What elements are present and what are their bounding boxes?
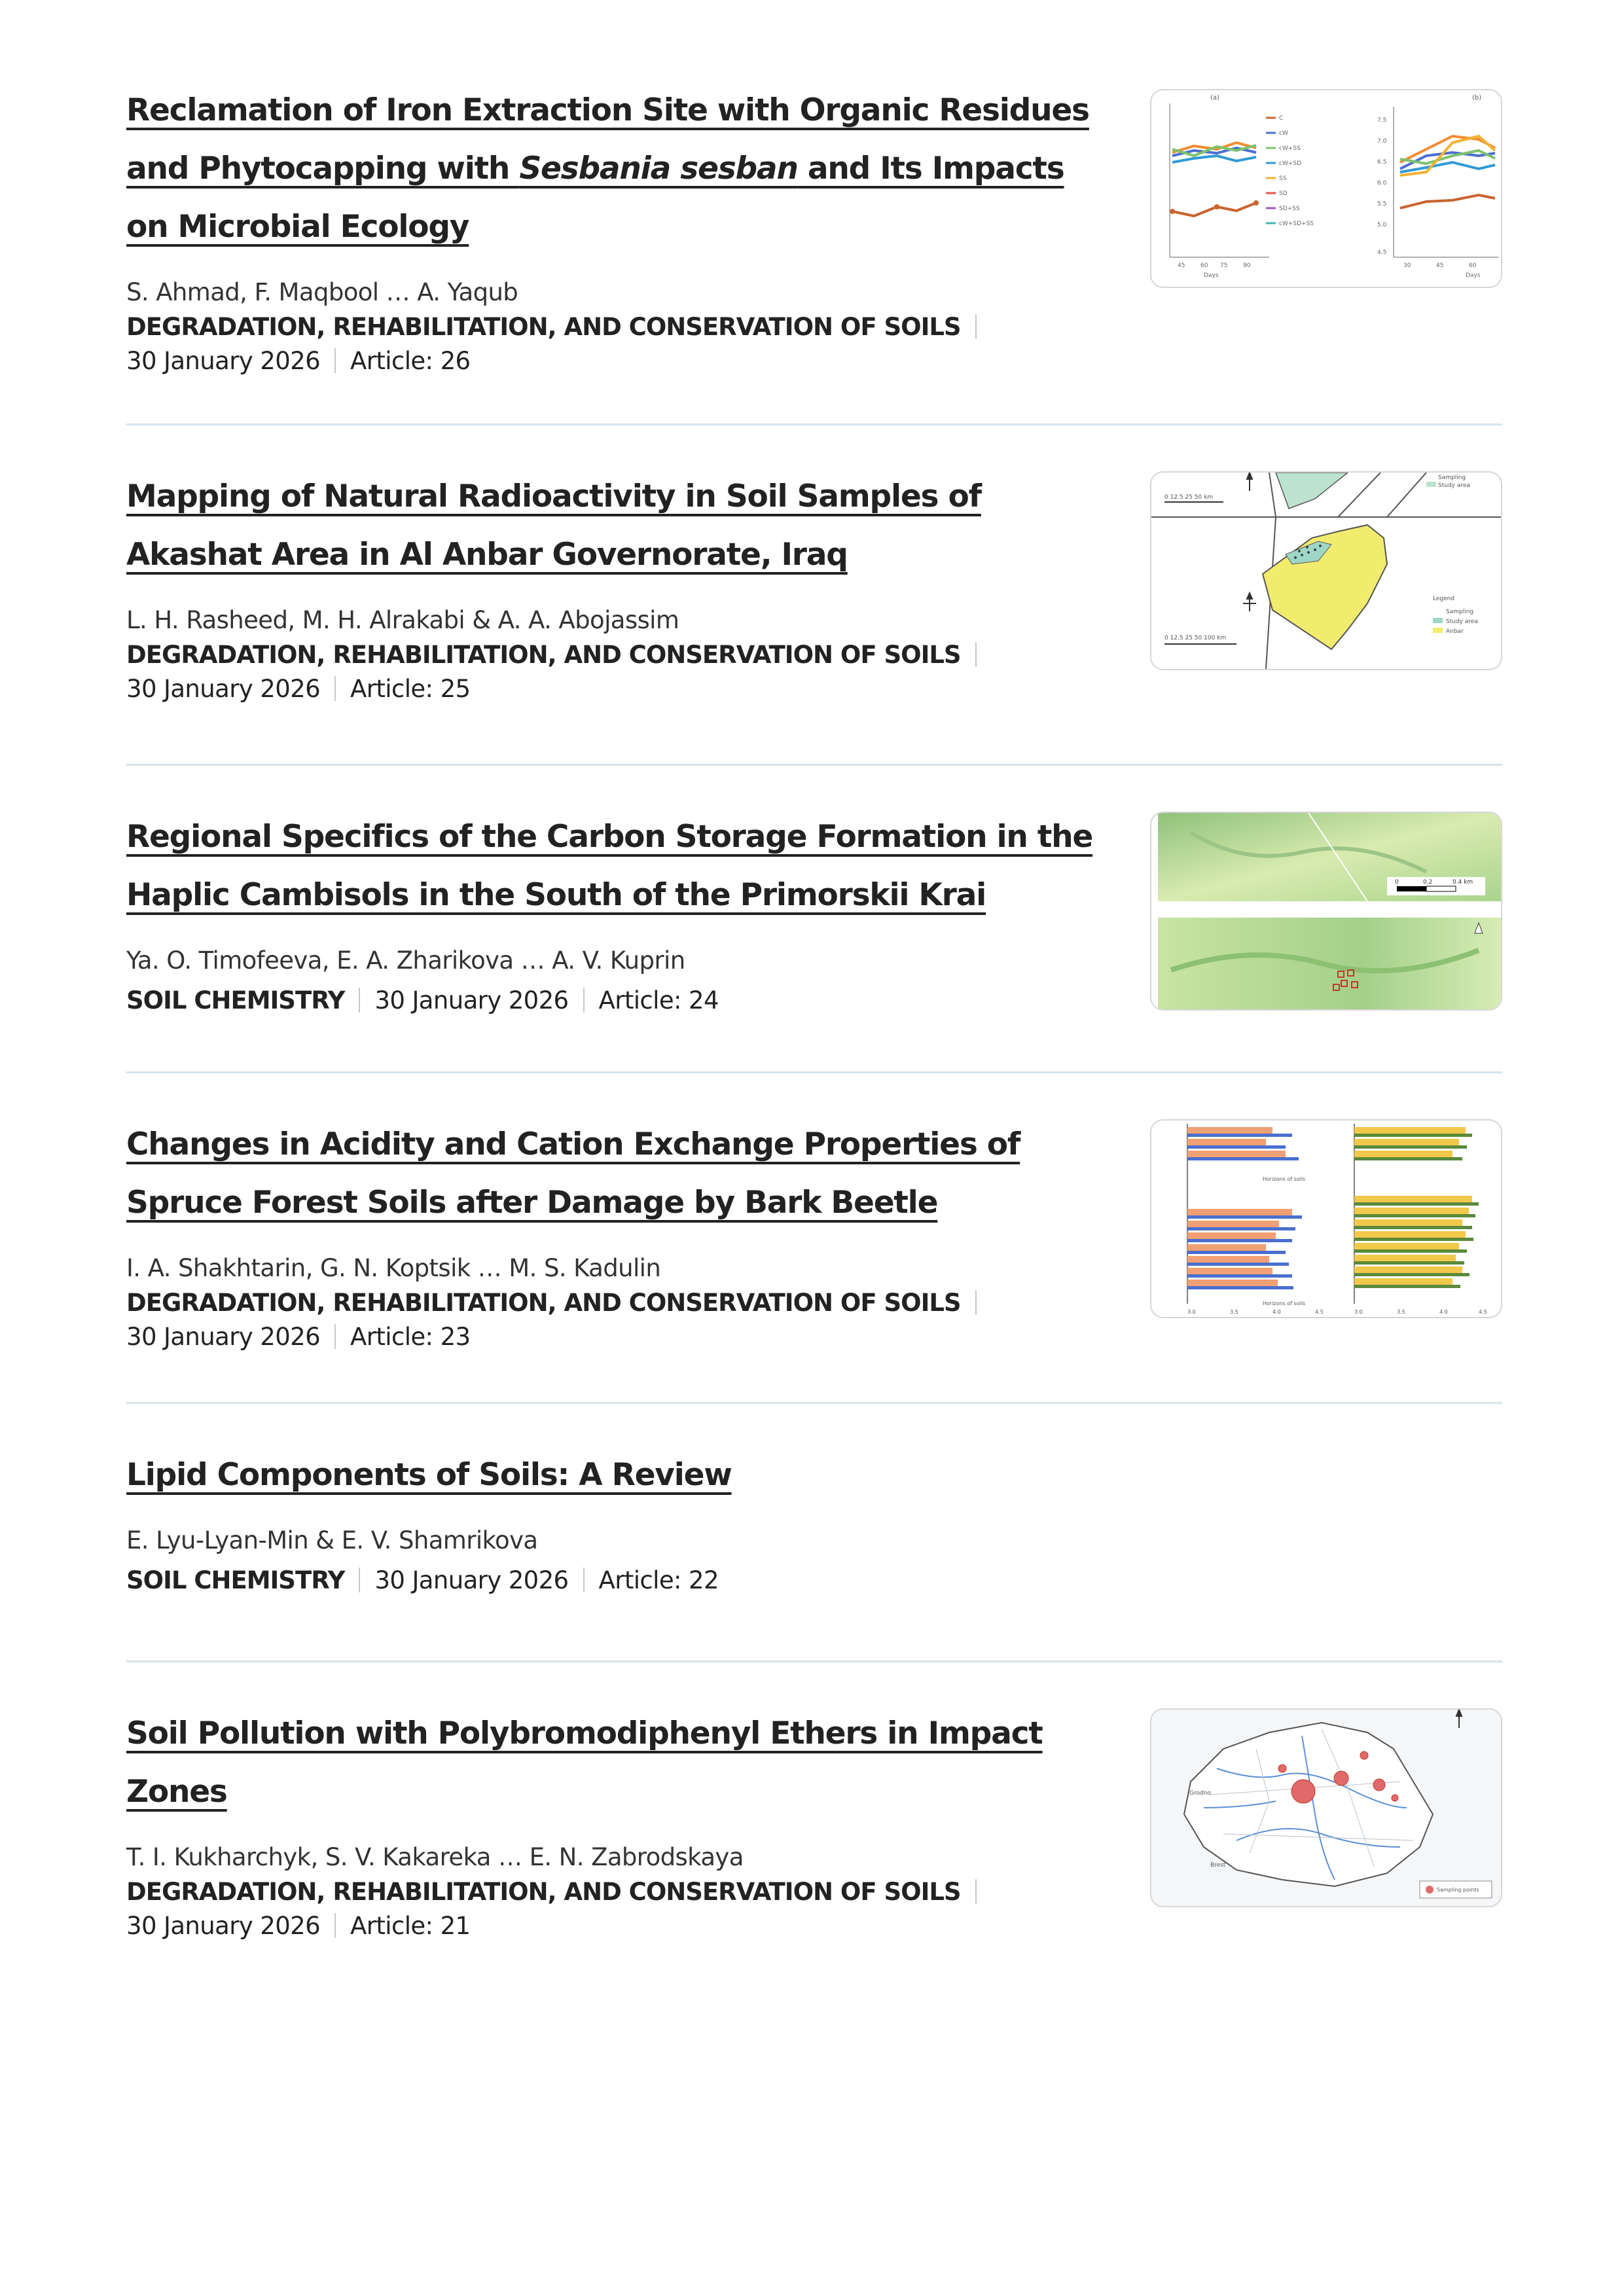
svg-text:Sampling points: Sampling points [1437,1887,1479,1893]
publication-date: 30 January 2026 [126,1912,321,1940]
article-authors: I. A. Shakhtarin, G. N. Koptsik … M. S. Kadulin [126,1254,661,1282]
publication-date: 30 January 2026 [374,1566,569,1594]
article-content [126,1708,1095,1943]
svg-text:Sampling: Sampling [1438,475,1466,481]
svg-text:0 12.5 25 50 100 km: 0 12.5 25 50 100 km [1164,635,1227,641]
article-number: Article: 26 [350,347,471,375]
svg-text:45: 45 [1436,262,1444,269]
svg-text:3.5: 3.5 [1230,1309,1238,1315]
svg-text:cW: cW [1279,130,1288,137]
svg-text:0.4 km: 0.4 km [1453,879,1473,886]
journal-name: DEGRADATION, REHABILITATION, AND CONSERVATION OF SOILS [126,641,961,669]
svg-text:75: 75 [1220,262,1228,269]
article-number: Article: 22 [598,1566,719,1594]
article-meta [126,1875,1095,1943]
svg-text:Horizons of soils: Horizons of soils [1263,1176,1306,1182]
svg-text:6.5: 6.5 [1377,159,1387,166]
svg-text:Brest: Brest [1210,1862,1226,1869]
line-chart-thumbnail[interactable] [1150,89,1502,288]
svg-text:cW+SD: cW+SD [1279,160,1302,167]
meta-divider [583,988,585,1013]
country-map-thumbnail[interactable] [1150,1708,1502,1907]
svg-text:60: 60 [1469,262,1477,269]
svg-text:SD: SD [1279,190,1288,197]
article-authors: L. H. Rasheed, M. H. Alrakabi & A. A. Abojassim [126,606,679,634]
journal-name: DEGRADATION, REHABILITATION, AND CONSERVATION OF SOILS [126,1878,961,1906]
svg-text:Grodno: Grodno [1189,1790,1211,1797]
svg-text:6.0: 6.0 [1377,180,1387,187]
article-card [126,85,1502,425]
svg-text:5.5: 5.5 [1377,201,1387,207]
svg-text:Study area: Study area [1446,619,1478,625]
svg-text:30: 30 [1403,262,1411,269]
svg-text:45: 45 [1178,262,1185,269]
article-meta [126,984,1095,1018]
svg-text:Study area: Study area [1438,482,1470,489]
meta-divider [975,1290,977,1315]
article-content [126,1119,1095,1354]
article-authors: E. Lyu-Lyan-Min & E. V. Shamrikova [126,1526,538,1554]
article-list [126,85,1502,1964]
article-title-link[interactable]: Mapping of Natural Radioactivity in Soil Samples of Akashat Area in Al Anbar Governorate, Iraq [126,478,981,573]
article-number: Article: 24 [598,986,719,1014]
svg-text:Anbar: Anbar [1446,628,1464,635]
article-authors: Ya. O. Timofeeva, E. A. Zharikova … A. V. Kuprin [126,946,685,975]
journal-name: SOIL CHEMISTRY [126,1566,345,1594]
svg-text:SD+SS: SD+SS [1279,206,1300,212]
meta-divider [359,988,360,1013]
svg-text:Sampling: Sampling [1446,609,1474,615]
meta-divider [359,1568,360,1592]
svg-text:60: 60 [1200,262,1208,269]
svg-text:4.5: 4.5 [1377,249,1387,256]
article-number: Article: 23 [350,1323,471,1351]
svg-text:4.5: 4.5 [1479,1309,1487,1315]
article-title-link[interactable]: Regional Specifics of the Carbon Storage Formation in the Haplic Cambisols in the South of the Primorskii Krai [126,819,1093,913]
journal-name: SOIL CHEMISTRY [126,986,345,1014]
svg-text:Horizons of soils: Horizons of soils [1263,1300,1306,1306]
article-number: Article: 25 [350,675,471,703]
article-title-link[interactable]: Changes in Acidity and Cation Exchange Properties of Spruce Forest Soils after Damage by Bark Beetle [126,1126,1020,1221]
meta-divider [334,1324,336,1349]
publication-date: 30 January 2026 [126,1323,321,1351]
article-title-link[interactable]: Lipid Components of Soils: A Review [126,1457,732,1493]
svg-text:Days: Days [1204,272,1219,279]
journal-name: DEGRADATION, REHABILITATION, AND CONSERVATION OF SOILS [126,313,961,341]
svg-text:7.0: 7.0 [1377,138,1387,145]
svg-text:Legend: Legend [1433,596,1455,602]
svg-text:4.5: 4.5 [1315,1309,1324,1315]
article-card [126,766,1502,1073]
meta-divider [975,642,977,667]
meta-divider [334,1913,336,1938]
article-card [126,1404,1502,1662]
svg-text:3.5: 3.5 [1397,1309,1405,1315]
meta-divider [975,314,977,339]
svg-text:0: 0 [1395,879,1399,886]
study-area-map-thumbnail[interactable] [1150,471,1502,670]
svg-text:4.0: 4.0 [1439,1309,1448,1315]
article-card [126,425,1502,766]
article-meta [126,1564,1095,1598]
svg-text:0 12.5 25 50 km: 0 12.5 25 50 km [1164,494,1214,501]
bar-chart-thumbnail[interactable] [1150,1119,1502,1318]
svg-text:4.0: 4.0 [1272,1309,1281,1315]
svg-text:Days: Days [1466,272,1481,279]
article-content [126,85,1095,378]
article-authors: S. Ahmad, F. Maqbool … A. Yaqub [126,278,518,306]
svg-text:5.0: 5.0 [1377,222,1387,228]
article-meta [126,1286,1095,1354]
svg-text:0.2: 0.2 [1423,879,1433,886]
article-content [126,1450,1095,1598]
svg-text:C: C [1279,115,1284,122]
article-card [126,1073,1502,1404]
article-title-link[interactable]: Reclamation of Iron Extraction Site with Organic Residues and Phytocapping with Sesbania sesban and Its Impacts on Microbial Ecology [126,92,1089,245]
article-card [126,1662,1502,1964]
article-meta [126,310,1095,378]
publication-date: 30 January 2026 [374,986,569,1014]
svg-text:3.0: 3.0 [1187,1309,1196,1315]
publication-date: 30 January 2026 [126,347,321,375]
svg-text:cW+SD+SS: cW+SD+SS [1279,221,1314,227]
publication-date: 30 January 2026 [126,675,321,703]
article-number: Article: 21 [350,1912,471,1940]
svg-text:3.0: 3.0 [1354,1309,1363,1315]
svg-text:7.5: 7.5 [1377,117,1387,124]
article-content [126,471,1095,706]
meta-divider [334,348,336,373]
meta-divider [334,676,336,701]
article-content [126,812,1095,1018]
svg-text:SS: SS [1279,175,1287,182]
article-meta [126,638,1095,706]
article-title-link[interactable]: Soil Pollution with Polybromodiphenyl Ethers in Impact Zones [126,1715,1043,1810]
svg-text:(a): (a) [1210,94,1219,101]
meta-divider [975,1879,977,1904]
meta-divider [583,1568,585,1592]
journal-name: DEGRADATION, REHABILITATION, AND CONSERVATION OF SOILS [126,1289,961,1317]
relief-map-thumbnail[interactable] [1150,812,1502,1011]
svg-text:cW+SS: cW+SS [1279,145,1301,152]
svg-text:(b): (b) [1472,94,1482,101]
svg-text:90: 90 [1243,262,1251,269]
article-authors: T. I. Kukharchyk, S. V. Kakareka … E. N. Zabrodskaya [126,1843,744,1871]
